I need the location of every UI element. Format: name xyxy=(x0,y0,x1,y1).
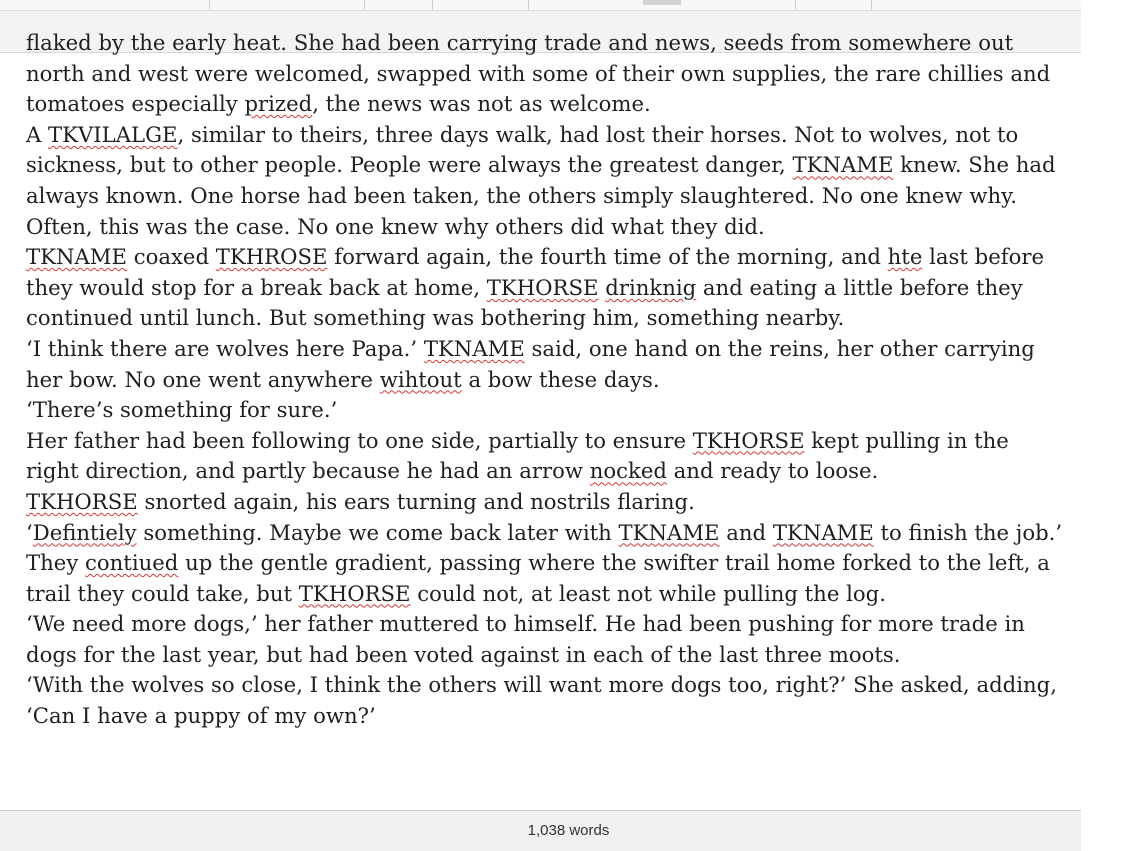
misspelled-word[interactable]: TKHORSE xyxy=(486,274,599,300)
document-paragraph[interactable]: TKNAME coaxed TKHROSE forward again, the fourth time of the morning, and hte last before they would stop for a break back at home, TKHORSE drinknig and eating a little before they continued until lunch. But something was bothering him, something nearby. xyxy=(26,244,1044,331)
misspelled-word[interactable]: contiued xyxy=(85,550,179,576)
document-body[interactable] xyxy=(26,28,1066,732)
document-paragraph[interactable]: TKHORSE snorted again, his ears turning and nostrils flaring. xyxy=(26,488,695,514)
misspelled-word[interactable]: TKHORSE xyxy=(298,580,411,606)
misspelled-word[interactable]: TKHORSE xyxy=(692,427,805,453)
misspelled-word[interactable]: TKHROSE xyxy=(215,244,328,270)
document-paragraph[interactable]: They contiued up the gentle gradient, passing where the swifter trail home forked to the left, a trail they could take, but TKHORSE could not, at least not while pulling the log. xyxy=(26,550,1050,606)
tab-divider xyxy=(364,0,365,10)
tab-divider xyxy=(871,0,872,10)
misspelled-word[interactable]: wihtout xyxy=(379,366,462,392)
tab-divider xyxy=(795,0,796,10)
word-count[interactable]: 1,038 words xyxy=(527,822,610,839)
document-paragraph[interactable]: ‘Defintiely something. Maybe we come back later with TKNAME and TKNAME to finish the job.’ xyxy=(26,519,1063,545)
misspelled-word[interactable]: prized xyxy=(244,91,313,117)
misspelled-word[interactable]: TKHORSE xyxy=(26,488,138,514)
misspelled-word[interactable]: TKVILALGE xyxy=(48,121,178,147)
misspelled-word[interactable]: TKNAME xyxy=(792,152,894,178)
ribbon-tab-active[interactable] xyxy=(643,0,681,5)
document-canvas[interactable] xyxy=(0,30,1081,810)
misspelled-word[interactable]: nocked xyxy=(589,458,667,484)
misspelled-word[interactable]: hte xyxy=(887,244,923,270)
misspelled-word[interactable]: TKNAME xyxy=(26,244,127,270)
misspelled-word[interactable]: TKNAME xyxy=(423,335,525,361)
document-paragraph[interactable]: ‘I think there are wolves here Papa.’ TKNAME said, one hand on the reins, her other carrying her bow. No one went anywhere wihtout a bow these days. xyxy=(26,335,1035,392)
tab-divider xyxy=(432,0,433,10)
tab-divider xyxy=(209,0,210,10)
document-paragraph[interactable]: flaked by the early heat. She had been carrying trade and news, seeds from somewhere out north and west were welcomed, swapped with some of their own supplies, the rare chillies and tomatoes especially prized, the news was not as welcome. xyxy=(26,30,1051,117)
document-paragraph[interactable]: ‘We need more dogs,’ her father muttered to himself. He had been pushing for more trade in dogs for the last year, but had been voted against in each of the last three moots. xyxy=(26,611,1025,667)
misspelled-word[interactable]: TKNAME xyxy=(618,519,720,545)
document-paragraph[interactable]: ‘There’s something for sure.’ xyxy=(26,397,338,423)
document-paragraph[interactable]: A TKVILALGE, similar to theirs, three days walk, had lost their horses. Not to wolves, not to sickness, but to other people. People were always the greatest danger, TKNAME knew. She had always known. One horse had been taken, the others simply slaughtered. No one knew why. xyxy=(26,121,1056,208)
document-paragraph[interactable]: Her father had been following to one side, partially to ensure TKHORSE kept pulling in the right direction, and partly because he had an arrow nocked and ready to loose. xyxy=(26,427,1009,484)
misspelled-word[interactable]: TKNAME xyxy=(772,519,874,545)
tab-divider xyxy=(528,0,529,10)
document-paragraph[interactable]: ‘With the wolves so close, I think the others will want more dogs too, right?’ She asked, adding, ‘Can I have a puppy of my own?’ xyxy=(26,672,1057,729)
misspelled-word[interactable]: Defintiely xyxy=(32,519,137,545)
misspelled-word[interactable]: drinknig xyxy=(605,274,697,300)
status-bar xyxy=(0,810,1081,851)
ribbon-tab-strip xyxy=(0,0,1081,11)
document-paragraph[interactable]: Often, this was the case. No one knew why others did what they did. xyxy=(26,213,765,239)
